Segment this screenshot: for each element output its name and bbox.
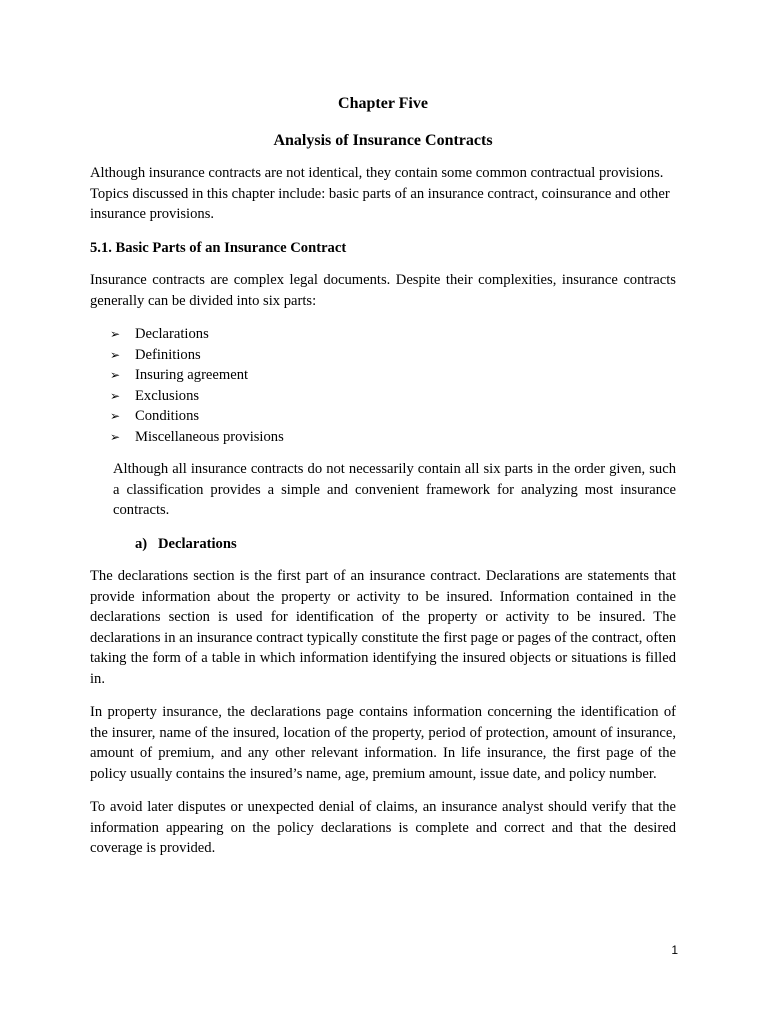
arrowhead-bullet-icon: ➢ (110, 429, 121, 444)
chapter-title: Chapter Five (338, 95, 428, 112)
contract-parts-list (90, 324, 676, 447)
arrowhead-bullet-icon: ➢ (110, 368, 121, 382)
list-item-label: Conditions (135, 408, 200, 424)
arrowhead-bullet-icon: ➢ (110, 409, 121, 423)
list-item-label: Definitions (135, 346, 201, 363)
list-item (110, 427, 676, 448)
list-item (110, 365, 676, 386)
declarations-paragraph: The declarations section is the first part of an insurance contract. Declarations are statements that provide information about the property or activity to be insured. Information contained in the declarations section is used for identification of the property or activity to be insured. The declarations in an insurance contract typically constitute the first page or pages of the contract, often taking the form of a table in which information identifying the insured objects or situations is filled in. (90, 568, 676, 687)
subsection-heading (135, 534, 676, 555)
arrowhead-bullet-icon: ➢ (110, 327, 121, 341)
subsection-marker: a) (135, 535, 148, 552)
verification-paragraph: To avoid later disputes or unexpected denial of claims, an insurance analyst should verify that the information appearing on the policy declarations is complete and correct and that the desired coverage is provided. (90, 799, 676, 856)
arrowhead-bullet-icon: ➢ (110, 347, 121, 362)
intro-paragraph: Although insurance contracts are not identical, they contain some common contractual provisions. Topics discussed in this chapter include: basic parts of an insurance contract, coinsurance and other insurance provisions. (90, 165, 670, 222)
list-item (110, 324, 676, 345)
subsection-heading-label: Declarations (158, 535, 237, 552)
section-lead-paragraph: Insurance contracts are complex legal documents. Despite their complexities, insurance contracts generally can be divided into six parts: (90, 272, 676, 309)
list-item-label: Exclusions (135, 387, 200, 404)
arrowhead-bullet-icon: ➢ (110, 388, 121, 403)
framework-note-paragraph: Although all insurance contracts do not necessarily contain all six parts in the order given, such a classification provides a simple and convenient framework for analyzing most insurance contracts. (113, 461, 676, 518)
chapter-subtitle: Analysis of Insurance Contracts (273, 132, 493, 149)
list-item (110, 406, 676, 427)
page-number: 1 (671, 943, 678, 957)
list-item (110, 345, 676, 366)
property-insurance-paragraph: In property insurance, the declarations page contains information concerning the identification of the insurer, name of the insured, location of the property, period of protection, amount of insurance, amount of premium, and any other relevant information. In life insurance, the first page of the policy usually contains the insured’s name, age, premium amount, issue date, and policy number. (90, 704, 676, 782)
list-item (110, 386, 676, 407)
page-content (90, 94, 676, 872)
list-item-label: Declarations (135, 326, 209, 342)
list-item-label: Miscellaneous provisions (135, 428, 284, 445)
section-heading: 5.1. Basic Parts of an Insurance Contract (90, 239, 347, 256)
list-item-label: Insuring agreement (135, 367, 249, 383)
